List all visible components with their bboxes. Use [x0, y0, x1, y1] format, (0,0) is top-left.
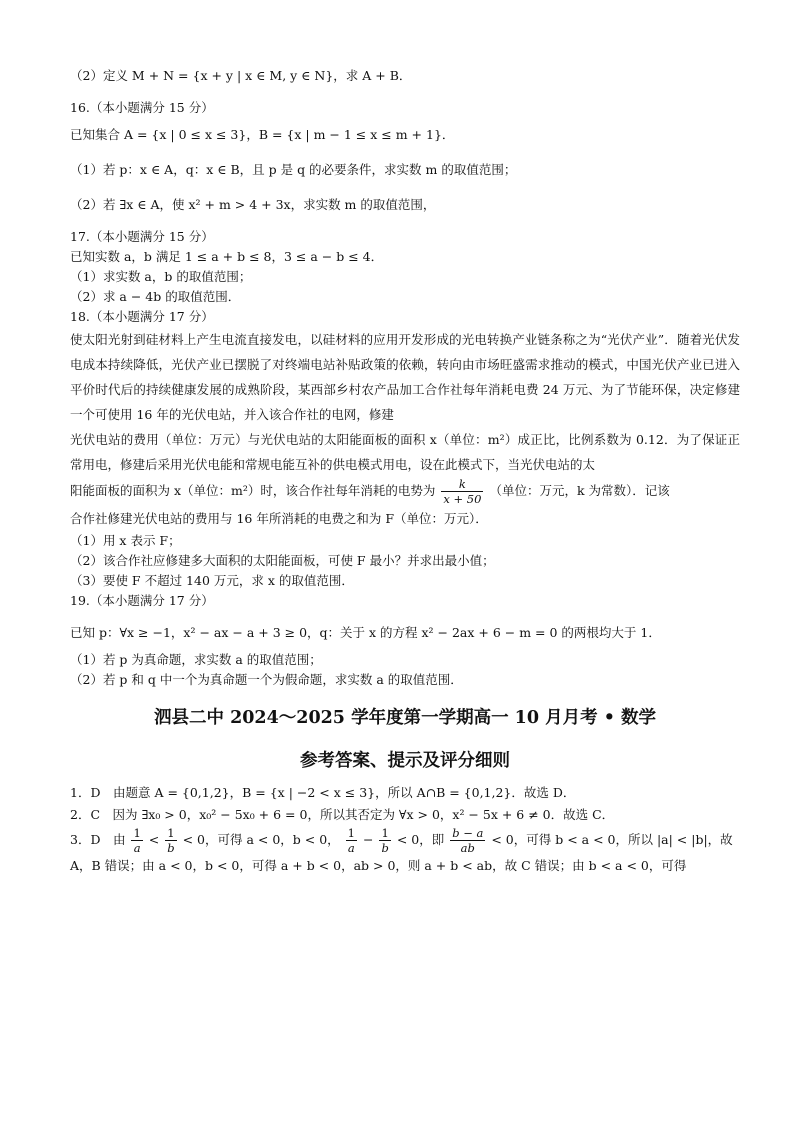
q16-header: 16.（本小题满分 15 分）	[70, 100, 214, 115]
q18-part1: （1）用 x 表示 F；	[70, 533, 181, 548]
answer-3-fraction-4	[379, 826, 390, 855]
fraction-numerator: 1	[165, 826, 176, 841]
q19-header: 19.（本小题满分 17 分）	[70, 593, 214, 608]
q18-paragraph-3	[70, 477, 740, 506]
q16-stem: 已知集合 A = {x | 0 ≤ x ≤ 3}，B = {x | m − 1 ≤ x ≤ m + 1}．	[70, 127, 455, 142]
q18-paragraph-3-tail: （单位：万元，k 为常数）．记该	[489, 483, 670, 498]
q18-paragraph-1: 使太阳光射到硅材料上产生电流直接发电，以硅材料的应用开发形成的光电转换产业链条称之为“光伏产业”．随着光伏发电成本持续降低，光伏产业已摆脱了对终端电站补贴政策的依赖，转向由市场旺盛需求推动的模式，中国光伏产业已进入平价时代后的持续健康发展的成熟阶段，某西部乡村农产品加工合作社每年消耗电费 24 万元、为了节能环保，决定修建一个可使用 16 年的光伏电站，并入该合作社的电网，修建	[70, 332, 740, 422]
q17-stem: 已知实数 a，b 满足 1 ≤ a + b ≤ 8，3 ≤ a − b ≤ 4．	[70, 249, 384, 264]
q18-fraction-numerator: k	[441, 477, 483, 492]
answer-3-less-than: <	[148, 832, 160, 847]
answer-3-line-1	[70, 826, 740, 855]
fraction-denominator: b	[167, 841, 175, 855]
answer-1: 1．D 由题意 A = {0,1,2}，B = {x | −2 < x ≤ 3}，所以 A∩B = {0,1,2}．故选 D．	[70, 785, 576, 800]
answer-3-line-2: A，B 错误；由 a < 0，b < 0，可得 a + b < 0，ab > 0，则 a + b < ab，故 C 错误；由 b < a < 0，可得	[70, 858, 687, 873]
document-page	[70, 66, 740, 877]
fraction-numerator: 1	[379, 826, 390, 841]
q18-fraction-denominator: x + 50	[443, 492, 482, 506]
exam-title: 泗县二中 2024～2025 学年度第一学期高一 10 月月考 • 数学	[153, 708, 656, 728]
q15-part2: （2）定义 M + N = {x + y | x ∈ M, y ∈ N}，求 A + B．	[70, 68, 412, 83]
q18-part3: （3）要使 F 不超过 140 万元，求 x 的取值范围．	[70, 573, 354, 588]
fraction-denominator: ab	[460, 841, 475, 855]
q16-part2: （2）若 ∃x ∈ A，使 x² + m > 4 + 3x，求实数 m 的取值范围，	[70, 197, 436, 212]
answer-3-mid-1: < 0，可得 a < 0，b < 0，	[182, 832, 340, 847]
q18-part2: （2）该合作社应修建多大面积的太阳能面板，可使 F 最小？并求出最小值；	[70, 553, 495, 568]
q19-stem: 已知 p：∀x ≥ −1，x² − ax − a + 3 ≥ 0，q：关于 x 的方程 x² − 2ax + 6 − m = 0 的两根均大于 1．	[70, 625, 661, 640]
q19-part1: （1）若 p 为真命题，求实数 a 的取值范围；	[70, 652, 322, 667]
answer-3-fraction-3	[346, 826, 357, 855]
answer-title: 参考答案、提示及评分细则	[300, 751, 510, 771]
fraction-denominator: b	[381, 841, 389, 855]
answer-3-lead: 3．D 由	[70, 832, 126, 847]
answer-3-tail: < 0，可得 b < a < 0，所以 |a| < |b|，故	[491, 832, 733, 847]
fraction-numerator: 1	[347, 826, 355, 840]
q16-part1: （1）若 p：x ∈ A，q：x ∈ B，且 p 是 q 的必要条件，求实数 m 的取值范围；	[70, 162, 517, 177]
answer-2: 2．C 因为 ∃x₀ > 0，x₀² − 5x₀ + 6 = 0，所以其否定为 ∀x > 0，x² − 5x + 6 ≠ 0．故选 C．	[70, 807, 615, 822]
q19-part2: （2）若 p 和 q 中一个为真命题一个为假命题，求实数 a 的取值范围．	[70, 672, 463, 687]
answer-3-minus: −	[362, 832, 374, 847]
answer-3-fraction-2	[165, 826, 176, 855]
answer-3-mid-2: < 0，即	[396, 832, 445, 847]
q18-fraction	[441, 477, 483, 506]
answer-3-fraction-1	[131, 826, 142, 855]
fraction-numerator: b − a	[452, 826, 484, 840]
q18-paragraph-4: 合作社修建光伏电站的费用与 16 年所消耗的电费之和为 F（单位：万元）．	[70, 511, 488, 526]
q17-part2: （2）求 a − 4b 的取值范围．	[70, 289, 241, 304]
q18-paragraph-3-lead: 阳能面板的面积为 x（单位：m²）时，该合作社每年消耗的电势为	[70, 483, 436, 498]
q17-part1: （1）求实数 a，b 的取值范围；	[70, 269, 252, 284]
q18-header: 18.（本小题满分 17 分）	[70, 309, 214, 324]
fraction-denominator: a	[133, 841, 141, 855]
q18-paragraph-2: 光伏电站的费用（单位：万元）与光伏电站的太阳能面板的面积 x（单位：m²）成正比，比例系数为 0.12．为了保证正常用电，修建后采用光伏电能和常规电能互补的供电模式用电，设在此模式下，当光伏电站的太	[70, 432, 740, 472]
fraction-numerator: 1	[133, 826, 141, 840]
q17-header: 17.（本小题满分 15 分）	[70, 229, 214, 244]
answer-3-fraction-5	[450, 826, 485, 855]
fraction-denominator: a	[347, 841, 355, 855]
